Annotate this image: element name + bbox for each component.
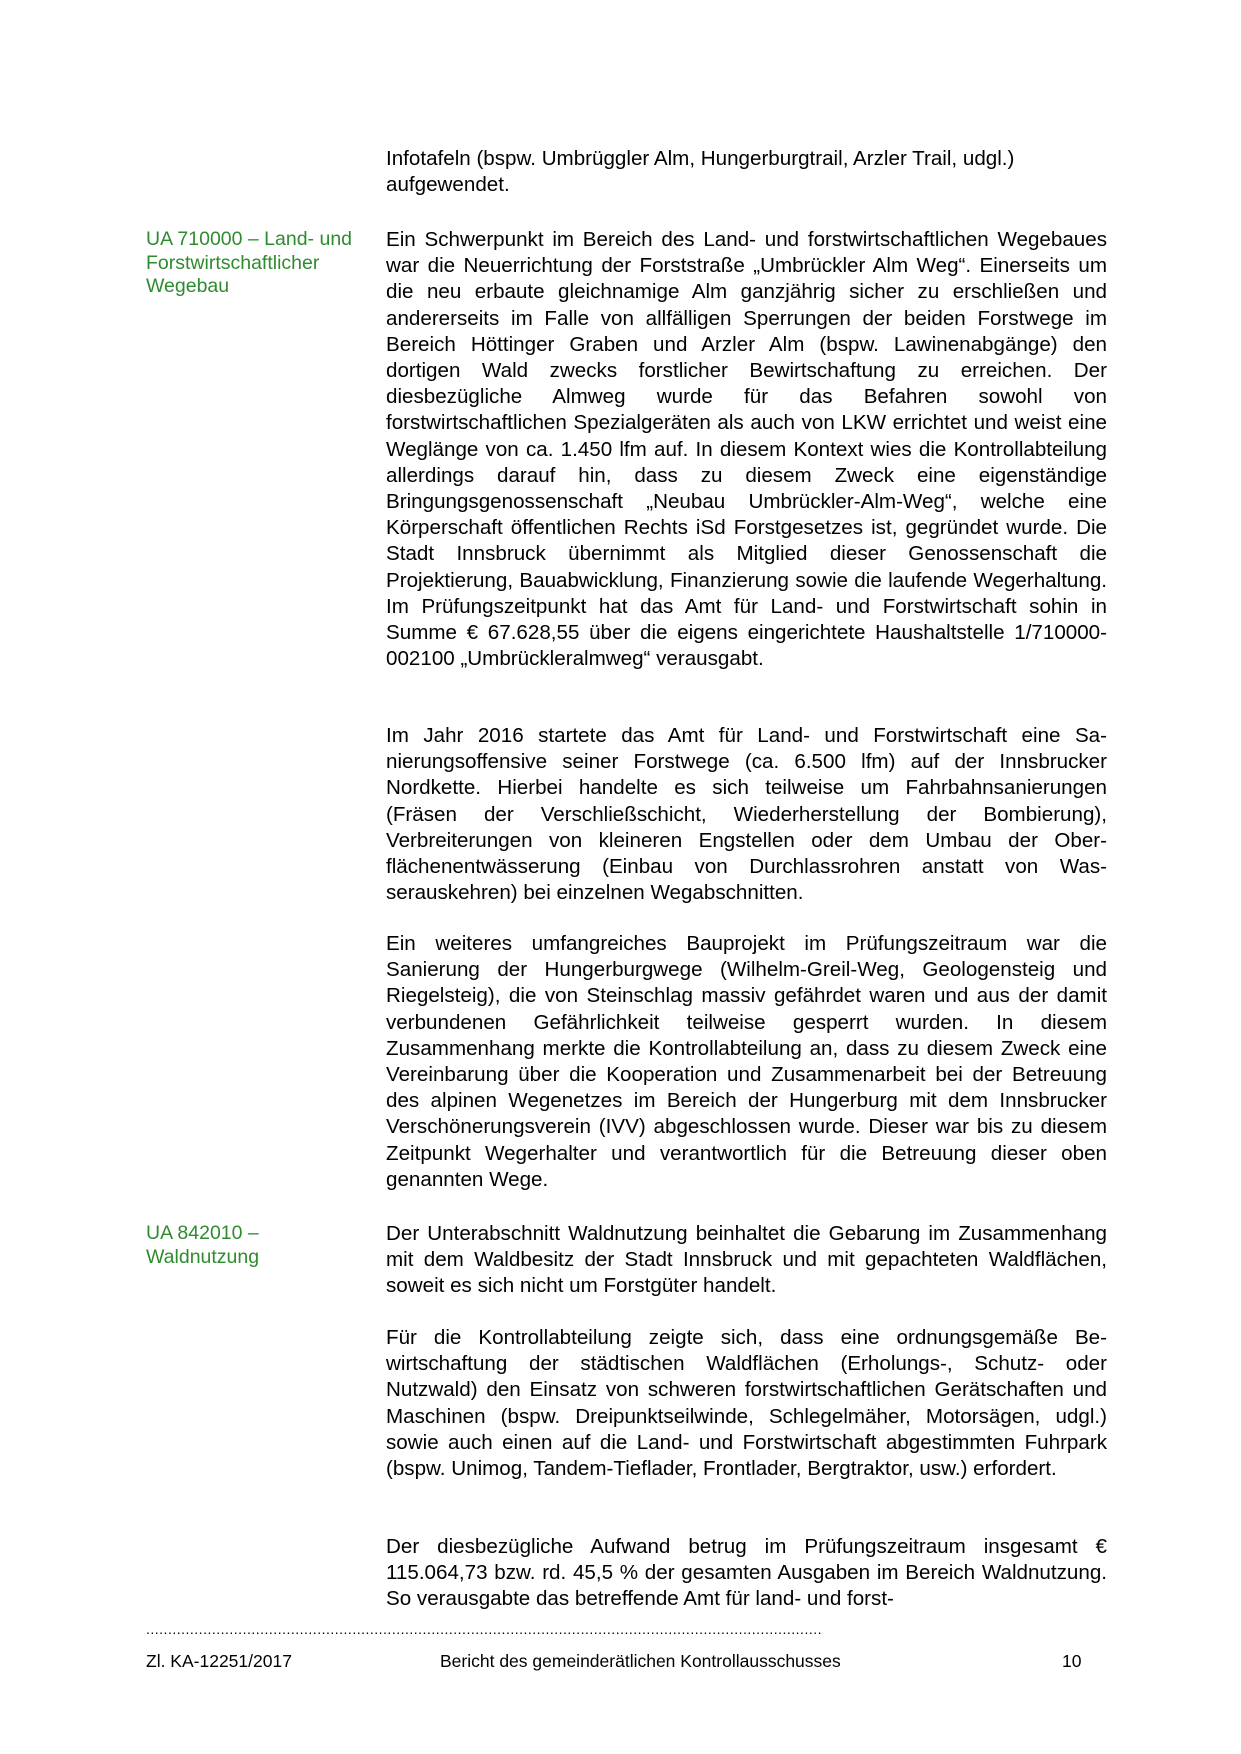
waldnutzung-text-block-2 [386, 1325, 1107, 1482]
footer-separator: .......................................................................................................................................................... [146, 1621, 823, 1637]
waldnutzung-text-block-3 [386, 1534, 1107, 1613]
body-paragraph: Ein Schwerpunkt im Bereich des Land- und forstwirtschaftlichen Wegebaues war die Neuerrichtung der Forststraße „Umbrückler Alm Weg“. Einerseits um die neu erbaute gleichnamige Alm ganzjährig sicher zu erschließen und andererseits im Falle von allfälligen Sperrungen der beiden Forstwege im Bereich Höttinger Graben und Arzler Alm (bspw. Lawinenabgänge) den dortigen Wald zwecks forstlicher Bewirtschaftung zu erreichen. Der diesbezügliche Almweg wurde für das Befahren sowohl von forstwirtschaftlichen Spezialgeräten als auch von LKW errichtet und weist eine Weglänge von ca. 1.450 lfm auf. In diesem Kontext wies die Kontrollabteilung allerdings darauf hin, dass zu diesem Zweck eine eigenständige Bringungsgenossenschaft „Neubau Umbrückler-Alm-Weg“, welche eine Körperschaft öffentlichen Rechts iSd Forstgesetzes ist, gegründet wurde. Die Stadt Innsbruck übernimmt als Mitglied dieser Genossenschaft die Projektierung, Bauabwicklung, Finanzierung sowie die laufende Wegerhaltung. Im Prüfungszeitpunkt hat das Amt für Land- und Forstwirtschaft sohin in Summe € 67.628,55 über die eigens eingerichtete Haushaltstelle 1/710000-002100 „Umbrückleralmweg“ verausgabt. [386, 228, 1107, 671]
wegebau-text-block-2 [386, 723, 1107, 906]
section-label-wegebau [146, 228, 376, 299]
waldnutzung-text-block [386, 1221, 1107, 1300]
body-paragraph: Der Unterabschnitt Waldnutzung beinhaltet die Gebarung im Zusammenhang mit dem Waldbesitz der Stadt Innsbruck und mit gepachteten Waldflächen, soweit es sich nicht um Forstgüter handelt. [386, 1222, 1107, 1298]
body-paragraph: Der diesbezügliche Aufwand betrug im Prüfungszeitraum insgesamt € 115.064,73 bzw. rd. 45,5 % der gesamten Ausgaben im Bereich Waldnutzung. So verausgabte das betreffende Amt für land- und forst- [386, 1535, 1107, 1611]
body-paragraph: Infotafeln (bspw. Umbrüggler Alm, Hungerburgtrail, Arzler Trail, udgl.) aufgewendet. [386, 147, 1015, 197]
wegebau-text-block [386, 227, 1107, 672]
section-label-waldnutzung [146, 1222, 376, 1269]
intro-text-block [386, 146, 1107, 198]
body-paragraph: Im Jahr 2016 startete das Amt für Land- und Forstwirtschaft eine Sanierungsoffensive seiner Forstwege (ca. 6.500 lfm) auf der Innsbrucker Nordkette. Hierbei handelte es sich teilweise um Fahrbahnsanierungen (Fräsen der Verschließschicht, Wiederherstellung der Bombierung), Verbreiterungen von kleineren Engstellen oder dem Umbau der Oberflächenentwässerung (Einbau von Durchlassrohren anstatt von Wasserauskehren) bei einzelnen Wegabschnitten. [386, 724, 1107, 905]
body-paragraph: Für die Kontrollabteilung zeigte sich, dass eine ordnungsgemäße Bewirtschaftung der städtischen Waldflächen (Erholungs-, Schutz- oder Nutzwald) den Einsatz von schweren forstwirtschaftlichen Gerätschaften und Maschinen (bspw. Dreipunktseilwinde, Schlegelmäher, Motorsägen, udgl.) sowie auch einen auf die Land- und Forstwirtschaft abgestimmten Fuhrpark (bspw. Unimog, Tandem-Tieflader, Frontlader, Bergtraktor, usw.) erfordert. [386, 1326, 1107, 1481]
section-label-line: Wegebau [146, 275, 230, 297]
body-paragraph: Ein weiteres umfangreiches Bauprojekt im Prüfungszeitraum war die Sanierung der Hungerburgwege (Wilhelm-Greil-Weg, Geologensteig und Riegelsteig), die von Steinschlag massiv gefährdet waren und aus der damit verbundenen Gefährlichkeit teilweise gesperrt wurden. In diesem Zusammenhang merkte die Kontrollabteilung an, dass zu diesem Zweck eine Vereinbarung über die Kooperation und Zusammenarbeit bei der Betreuung des alpinen Wegenetzes im Bereich der Hungerburg mit dem Innsbrucker Verschönerungsverein (IVV) abgeschlossen wurde. Dieser war bis zu diesem Zeitpunkt Wegerhalter und verantwortlich für die Betreuung dieser oben genannten Wege. [386, 932, 1107, 1191]
footer-report-title: Bericht des gemeinderätlichen Kontrollausschusses [440, 1651, 841, 1671]
footer-page-number: 10 [1062, 1651, 1082, 1671]
section-label-line: UA 710000 – Land- und [146, 228, 353, 250]
footer-doc-number: Zl. KA-12251/2017 [146, 1651, 292, 1671]
section-label-line: Waldnutzung [146, 1245, 260, 1268]
wegebau-text-block-3 [386, 931, 1107, 1193]
section-label-line: Forstwirtschaftlicher [146, 251, 320, 274]
section-label-line: UA 842010 – [146, 1222, 259, 1244]
